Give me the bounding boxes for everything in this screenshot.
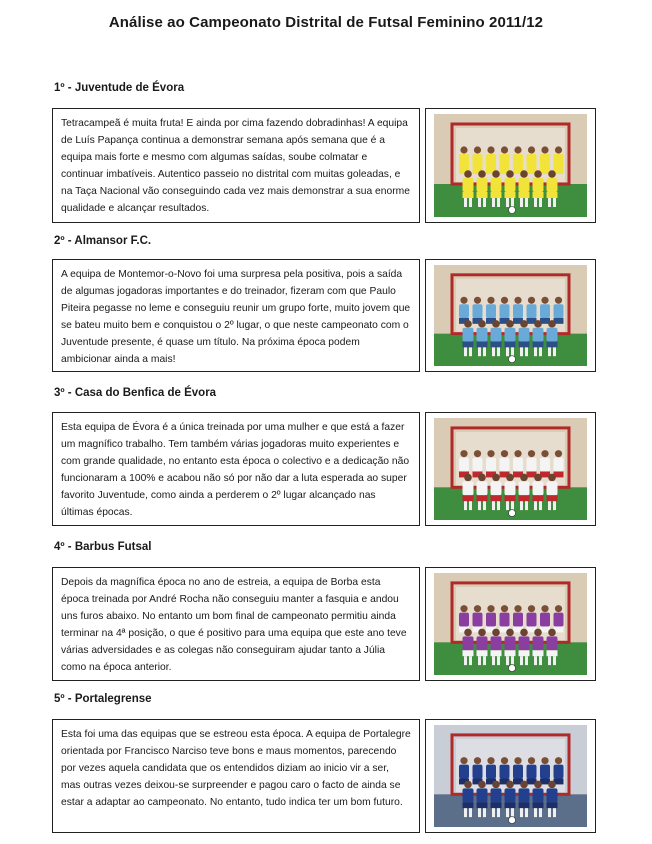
player-head xyxy=(492,320,500,327)
player-shorts xyxy=(505,192,516,198)
player-shorts xyxy=(491,802,502,808)
player-head xyxy=(520,320,528,327)
player-shorts xyxy=(547,495,558,501)
player-head xyxy=(478,170,486,178)
player-sock xyxy=(520,347,523,356)
player-sock xyxy=(464,347,467,356)
player-head xyxy=(474,605,481,612)
player-head xyxy=(520,781,528,789)
player-jersey xyxy=(473,613,483,627)
player-sock xyxy=(539,656,542,665)
player-sock xyxy=(478,656,481,665)
player-jersey xyxy=(473,765,483,779)
player-head xyxy=(501,146,508,153)
player-sock xyxy=(525,198,528,207)
player-sock xyxy=(520,656,523,665)
player-head xyxy=(460,297,467,304)
player-sock xyxy=(497,808,500,817)
player-jersey xyxy=(513,154,523,168)
player-head xyxy=(555,605,562,612)
player-sock xyxy=(511,808,514,817)
player-head xyxy=(534,474,542,482)
player-jersey xyxy=(519,636,530,650)
player-head xyxy=(460,605,467,612)
player-sock xyxy=(548,198,551,207)
player-jersey xyxy=(533,636,544,650)
player-shorts xyxy=(547,341,558,347)
player-head xyxy=(514,605,521,612)
player-jersey xyxy=(500,613,510,627)
player-sock xyxy=(492,198,495,207)
section-text-1: Tetracampeã é muita fruta! E ainda por cima fazendo dobradinhas! A equipa de Luís Papança continua a demonstrar semana após semana que é a equipa mais forte e mesmo com algumas saídas, soube colmatar e continuar imbatíveis. Autentico passeio no distrital com muitas goleadas, e na Taça Nacional vão conseguindo cada vez mais demonstrar a sua enorme qualidade e alcançar resultados. xyxy=(52,108,420,223)
player-head xyxy=(548,170,556,178)
player-shorts xyxy=(505,341,516,347)
section-text-4: Depois da magnífica época no ano de estreia, a equipa de Borba esta época treinada por André Rocha não conseguiu manter a fasquia e andou uns furos abaixo. No entanto um bom final de campeonato permitiu ainda terminar na 4ª posição, o que é positivo para uma equipa que este ano teve várias adversidades e as colegas não conseguiram ajudar tanto a Júlia como na época anterior. xyxy=(52,567,420,681)
player-shorts xyxy=(505,495,516,501)
player-shorts xyxy=(463,192,474,198)
player-shorts xyxy=(533,495,544,501)
player-shorts xyxy=(477,650,488,656)
player-jersey xyxy=(477,481,488,495)
player-head xyxy=(501,757,508,764)
team-photo-frame-3 xyxy=(425,412,596,526)
player-head xyxy=(514,146,521,153)
player-jersey xyxy=(459,765,469,779)
player-sock xyxy=(483,198,486,207)
player-head xyxy=(520,474,528,482)
player-jersey xyxy=(459,154,469,168)
player-jersey xyxy=(554,154,564,168)
player-head xyxy=(528,297,535,304)
player-head xyxy=(487,605,494,612)
player-head xyxy=(541,297,548,304)
player-jersey xyxy=(459,613,469,627)
player-sock xyxy=(520,501,523,510)
player-sock xyxy=(497,656,500,665)
player-sock xyxy=(478,347,481,356)
player-sock xyxy=(464,198,467,207)
player-jersey xyxy=(547,481,558,495)
player-sock xyxy=(534,347,537,356)
player-shorts xyxy=(533,650,544,656)
player-sock xyxy=(506,656,509,665)
player-head xyxy=(514,297,521,304)
player-jersey xyxy=(491,328,502,342)
player-sock xyxy=(506,501,509,510)
player-jersey xyxy=(486,154,496,168)
player-head xyxy=(460,146,467,153)
section-heading-2: 2º - Almansor F.C. xyxy=(54,235,152,247)
player-sock xyxy=(511,501,514,510)
player-head xyxy=(506,781,514,789)
player-jersey xyxy=(547,636,558,650)
player-sock xyxy=(483,501,486,510)
player-head xyxy=(492,474,500,482)
ball-icon xyxy=(509,817,516,824)
player-head xyxy=(528,757,535,764)
player-sock xyxy=(511,347,514,356)
player-head xyxy=(464,170,472,178)
player-head xyxy=(534,170,542,178)
player-head xyxy=(478,474,486,482)
player-sock xyxy=(506,198,509,207)
player-jersey xyxy=(463,788,474,802)
player-shorts xyxy=(491,192,502,198)
section-heading-1: 1º - Juventude de Évora xyxy=(54,82,185,94)
player-shorts xyxy=(463,650,474,656)
player-head xyxy=(501,297,508,304)
team-photo-frame-4 xyxy=(425,567,596,681)
player-head xyxy=(541,450,548,457)
player-shorts xyxy=(519,650,530,656)
player-head xyxy=(464,320,472,327)
player-jersey xyxy=(473,154,483,168)
player-jersey xyxy=(540,765,550,779)
player-sock xyxy=(553,656,556,665)
player-sock xyxy=(483,808,486,817)
player-jersey xyxy=(477,788,488,802)
player-jersey xyxy=(477,636,488,650)
player-head xyxy=(478,320,486,327)
player-sock xyxy=(511,656,514,665)
section-heading-4: 4º - Barbus Futsal xyxy=(54,541,152,553)
section-text-2: A equipa de Montemor-o-Novo foi uma surpresa pela positiva, pois a saída de algumas jogadoras importantes e do treinador, fizeram com que Paulo Piteira pegasse no leme e conseguiu reunir um grupo forte, muito jovem que se bateu muito bem e conquistou o 2º lugar, o que neste campeonato com o Juventude presente, é quase um título. Na próxima época podem ambicionar ainda a mais! xyxy=(52,259,420,372)
player-shorts xyxy=(491,650,502,656)
section-text-5: Esta foi uma das equipas que se estreou esta época. A equipa de Portalegre orientada por Francisco Narciso teve bons e maus momentos, parecendo por vezes aquela candidata que os entendidos diziam ao inicio vir a ser, mas outras vezes deixou-se surpreender e pagou caro o facto de ainda se estar a adaptar ao campeonato. No entanto, tudo indica ter um bom futuro. xyxy=(52,719,420,833)
team-photo-portalegrense xyxy=(434,725,587,827)
player-jersey xyxy=(519,328,530,342)
player-shorts xyxy=(491,341,502,347)
player-shorts xyxy=(519,802,530,808)
player-head xyxy=(464,474,472,482)
player-sock xyxy=(478,198,481,207)
player-jersey xyxy=(491,636,502,650)
player-sock xyxy=(469,808,472,817)
section-text-3: Esta equipa de Évora é a única treinada por uma mulher e que está a fazer um magnífico trabalho. Tem também várias jogadoras muito experientes e com grande qualidade, no entanto esta época o colectivo e a dedicação não funcionaram a 100% e acabou não só por não dar a luta esperada ao super favorito Juventude, como ainda a perderem o 2º lugar alcançado nas últimas épocas. xyxy=(52,412,420,526)
player-head xyxy=(478,629,486,637)
player-jersey xyxy=(486,458,496,472)
player-jersey xyxy=(554,458,564,472)
player-head xyxy=(541,757,548,764)
player-sock xyxy=(548,656,551,665)
player-jersey xyxy=(473,458,483,472)
player-sock xyxy=(497,198,500,207)
player-head xyxy=(520,629,528,637)
player-head xyxy=(506,629,514,637)
player-jersey xyxy=(540,304,550,318)
player-jersey xyxy=(547,328,558,342)
player-head xyxy=(541,146,548,153)
player-jersey xyxy=(513,304,523,318)
player-shorts xyxy=(533,192,544,198)
player-jersey xyxy=(513,765,523,779)
player-jersey xyxy=(505,636,516,650)
player-head xyxy=(492,781,500,789)
player-head xyxy=(501,450,508,457)
player-sock xyxy=(492,501,495,510)
ball-icon xyxy=(509,207,516,214)
player-shorts xyxy=(533,341,544,347)
player-head xyxy=(555,297,562,304)
player-sock xyxy=(534,808,537,817)
player-jersey xyxy=(527,458,537,472)
player-shorts xyxy=(477,341,488,347)
player-shorts xyxy=(519,495,530,501)
player-shorts xyxy=(491,495,502,501)
player-jersey xyxy=(513,613,523,627)
player-jersey xyxy=(540,154,550,168)
ball-icon xyxy=(509,510,516,517)
player-jersey xyxy=(463,178,474,192)
player-sock xyxy=(464,656,467,665)
player-jersey xyxy=(519,788,530,802)
player-head xyxy=(548,320,556,327)
player-shorts xyxy=(477,802,488,808)
player-sock xyxy=(464,501,467,510)
player-jersey xyxy=(554,304,564,318)
player-head xyxy=(474,757,481,764)
player-head xyxy=(555,450,562,457)
player-jersey xyxy=(513,458,523,472)
player-head xyxy=(474,450,481,457)
player-jersey xyxy=(500,765,510,779)
player-shorts xyxy=(547,192,558,198)
player-shorts xyxy=(505,650,516,656)
player-jersey xyxy=(463,328,474,342)
player-jersey xyxy=(486,613,496,627)
player-jersey xyxy=(463,636,474,650)
team-photo-benfica-evora xyxy=(434,418,587,520)
player-head xyxy=(506,320,514,327)
player-shorts xyxy=(463,495,474,501)
player-head xyxy=(528,605,535,612)
player-sock xyxy=(534,501,537,510)
player-sock xyxy=(520,808,523,817)
player-head xyxy=(464,781,472,789)
player-head xyxy=(474,297,481,304)
player-sock xyxy=(534,656,537,665)
player-jersey xyxy=(500,458,510,472)
player-sock xyxy=(525,656,528,665)
player-sock xyxy=(553,347,556,356)
team-photo-frame-1 xyxy=(425,108,596,223)
player-head xyxy=(548,474,556,482)
player-jersey xyxy=(540,613,550,627)
ball-icon xyxy=(509,665,516,672)
player-head xyxy=(534,320,542,327)
player-head xyxy=(528,146,535,153)
player-sock xyxy=(464,808,467,817)
player-sock xyxy=(492,808,495,817)
player-head xyxy=(492,170,500,178)
team-photo-barbus xyxy=(434,573,587,675)
player-sock xyxy=(539,347,542,356)
player-head xyxy=(534,781,542,789)
player-head xyxy=(514,757,521,764)
player-sock xyxy=(478,501,481,510)
player-jersey xyxy=(519,178,530,192)
player-head xyxy=(487,450,494,457)
player-head xyxy=(548,781,556,789)
player-sock xyxy=(525,501,528,510)
player-head xyxy=(478,781,486,789)
player-head xyxy=(492,629,500,637)
player-sock xyxy=(483,347,486,356)
player-shorts xyxy=(505,802,516,808)
player-shorts xyxy=(547,802,558,808)
player-shorts xyxy=(477,495,488,501)
section-heading-3: 3º - Casa do Benfica de Évora xyxy=(54,387,217,399)
player-jersey xyxy=(459,458,469,472)
player-head xyxy=(514,450,521,457)
player-jersey xyxy=(547,178,558,192)
player-sock xyxy=(497,501,500,510)
team-photo-almansor xyxy=(434,265,587,366)
section-heading-5: 5º - Portalegrense xyxy=(54,693,152,705)
player-jersey xyxy=(519,481,530,495)
player-jersey xyxy=(533,481,544,495)
player-head xyxy=(534,629,542,637)
player-sock xyxy=(492,656,495,665)
team-photo-juventude xyxy=(434,114,587,217)
player-sock xyxy=(539,808,542,817)
player-head xyxy=(520,170,528,178)
player-head xyxy=(555,146,562,153)
player-sock xyxy=(497,347,500,356)
player-head xyxy=(464,629,472,637)
player-sock xyxy=(525,808,528,817)
player-jersey xyxy=(533,328,544,342)
player-sock xyxy=(469,347,472,356)
player-jersey xyxy=(473,304,483,318)
player-sock xyxy=(534,198,537,207)
player-sock xyxy=(539,198,542,207)
player-shorts xyxy=(547,650,558,656)
player-jersey xyxy=(486,304,496,318)
player-head xyxy=(487,297,494,304)
player-sock xyxy=(483,656,486,665)
player-head xyxy=(474,146,481,153)
player-jersey xyxy=(491,178,502,192)
team-photo-frame-2 xyxy=(425,259,596,372)
player-sock xyxy=(520,198,523,207)
player-shorts xyxy=(463,341,474,347)
player-sock xyxy=(553,198,556,207)
player-jersey xyxy=(463,481,474,495)
player-head xyxy=(506,170,514,178)
player-head xyxy=(501,605,508,612)
player-jersey xyxy=(527,154,537,168)
player-jersey xyxy=(486,765,496,779)
player-head xyxy=(487,757,494,764)
player-jersey xyxy=(527,765,537,779)
player-sock xyxy=(525,347,528,356)
player-head xyxy=(460,450,467,457)
player-jersey xyxy=(491,788,502,802)
player-sock xyxy=(548,808,551,817)
player-head xyxy=(555,757,562,764)
player-jersey xyxy=(459,304,469,318)
player-head xyxy=(528,450,535,457)
player-sock xyxy=(548,347,551,356)
player-sock xyxy=(548,501,551,510)
player-sock xyxy=(469,198,472,207)
player-sock xyxy=(469,501,472,510)
ball-icon xyxy=(509,356,516,363)
player-jersey xyxy=(554,765,564,779)
player-sock xyxy=(506,347,509,356)
player-shorts xyxy=(477,192,488,198)
player-sock xyxy=(553,501,556,510)
player-sock xyxy=(469,656,472,665)
player-jersey xyxy=(533,178,544,192)
player-sock xyxy=(478,808,481,817)
player-shorts xyxy=(463,802,474,808)
player-jersey xyxy=(500,304,510,318)
player-jersey xyxy=(477,328,488,342)
player-jersey xyxy=(505,788,516,802)
player-sock xyxy=(553,808,556,817)
player-sock xyxy=(506,808,509,817)
player-head xyxy=(548,629,556,637)
player-jersey xyxy=(547,788,558,802)
player-sock xyxy=(511,198,514,207)
player-shorts xyxy=(519,341,530,347)
page-title: Análise ao Campeonato Distrital de Futsal Feminino 2011/12 xyxy=(108,14,544,31)
player-jersey xyxy=(505,328,516,342)
player-jersey xyxy=(505,178,516,192)
team-photo-frame-5 xyxy=(425,719,596,833)
player-head xyxy=(487,146,494,153)
player-jersey xyxy=(500,154,510,168)
player-jersey xyxy=(477,178,488,192)
player-jersey xyxy=(491,481,502,495)
player-shorts xyxy=(519,192,530,198)
player-jersey xyxy=(533,788,544,802)
player-jersey xyxy=(527,304,537,318)
player-sock xyxy=(492,347,495,356)
player-sock xyxy=(539,501,542,510)
player-jersey xyxy=(540,458,550,472)
player-jersey xyxy=(505,481,516,495)
player-shorts xyxy=(533,802,544,808)
player-jersey xyxy=(554,613,564,627)
player-jersey xyxy=(527,613,537,627)
player-head xyxy=(460,757,467,764)
player-head xyxy=(506,474,514,482)
player-head xyxy=(541,605,548,612)
